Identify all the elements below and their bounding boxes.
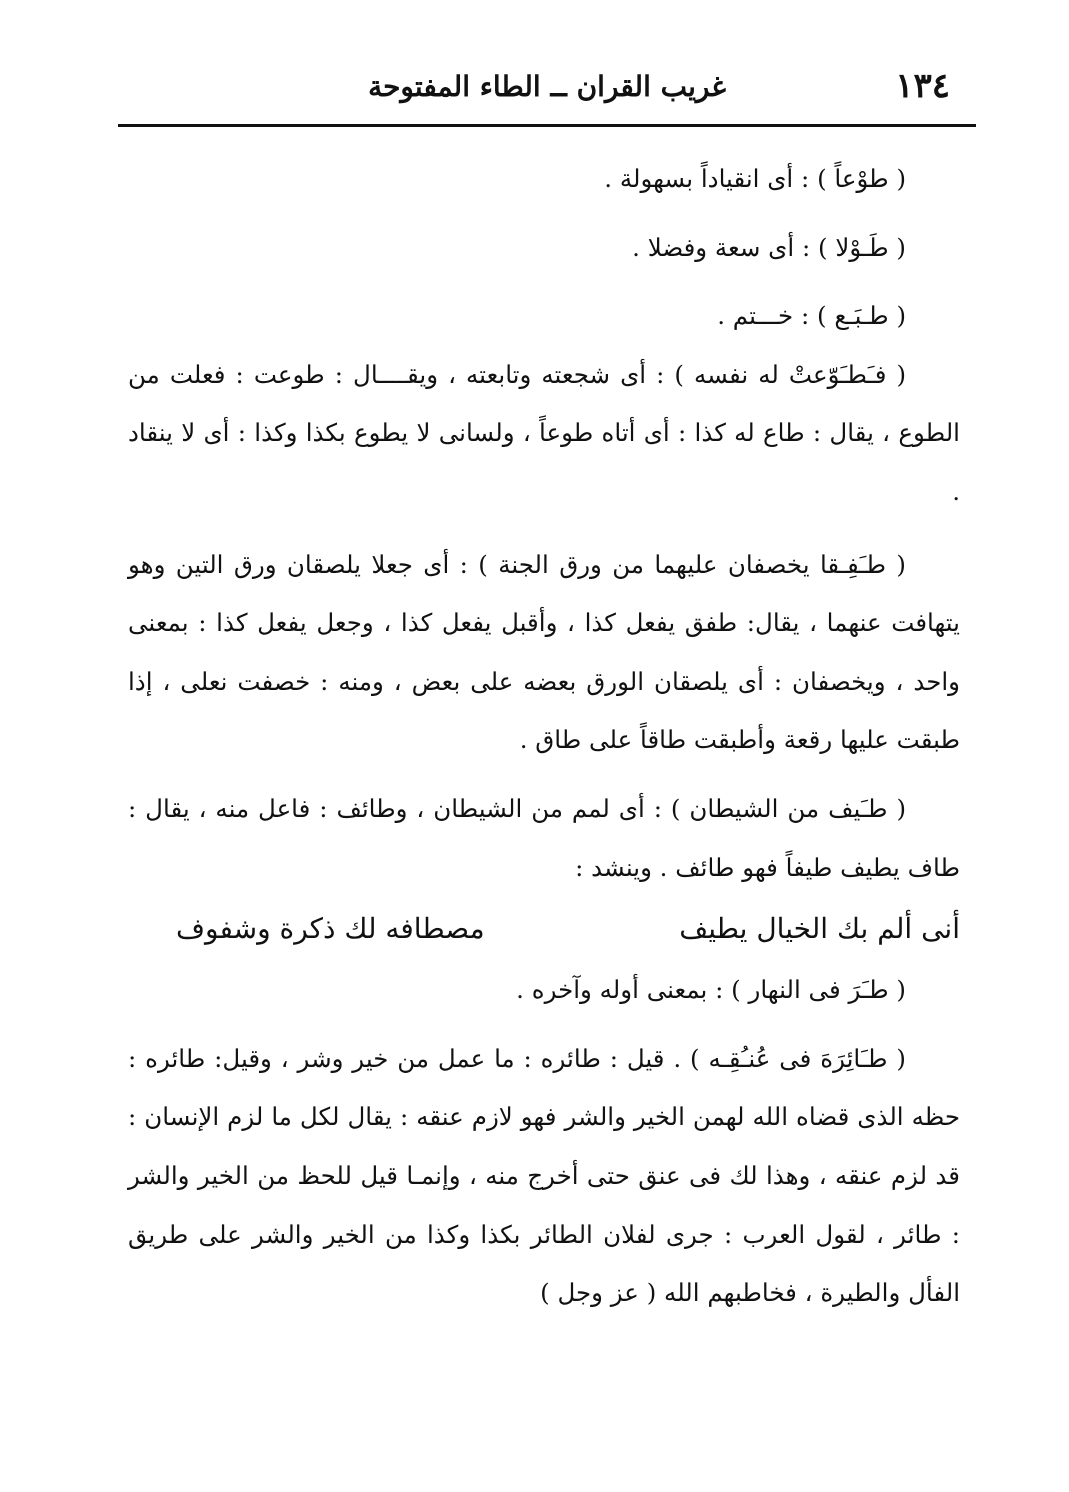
entry-tarafay-al-nahar: ( طـَرَ فى النهار ) : بمعنى أوله وآخره . (516, 975, 906, 1005)
poetry-verse (128, 897, 960, 961)
header-rule (118, 124, 976, 127)
entry-taw-an: ( طوْعاً ) : أى انقياداً بسهولة . (604, 164, 906, 193)
running-title: غريب القران ــ الطاء المفتوحة (368, 70, 726, 103)
verse-first-hemistich: أنى ألم بك الخيال يطيف (679, 912, 960, 946)
entry-taba-a: ( طـبَـع ) : خـــتم . (717, 301, 906, 331)
verse-second-hemistich: مصطافه لك ذكرة وشفوف (176, 912, 485, 946)
entry-tafiqa: ( طـَفِـقا يخصفان عليهما من ورق الجنة ) : أى جعلا يلصقان ورق التين وهو يتهافت عنهما ، يقال: طفق يفعل كذا ، وأقبل يفعل كذا ، وجعل يفعل كذا : بمعنى واحد ، ويخصفان : أى يلصقان الورق بعضه على بعض ، ومنه : خصفت نعلى ، إذا طبقت عليها رقعة وأطبقت طاقاً على طاق . (128, 549, 960, 755)
page-header (118, 60, 976, 126)
page-number: ١٣٤ (895, 66, 950, 106)
entry-tayf: ( طـَيف من الشيطان ) : أى لمم من الشيطان ، وطائف : فاعل منه ، يقال : طاف يطيف طيفاً فهو طائف . وينشد : (128, 793, 960, 882)
page-body (128, 150, 960, 1323)
entry-ta-irahu: ( طـَائِرَهَ فى عُنـُقِـه ) . قيل : طائره : ما عمل من خير وشر ، وقيل: طائره : حظه الذى قضاه الله لهمن الخير والشر فهو لازم عنقه : يقال لكل ما لزم الإنسان : قد لزم عنقه ، وهذا لك فى عنق حتى أخرج منه ، وإنمـا قيل للحظ من الخير والشر : طائر ، لقول العرب : جرى لفلان الطائر بكذا وكذا من الخير والشر على طريق الفأل والطيرة ، فخاطبهم الله ( عز وجل ) (128, 1043, 960, 1308)
entry-fatawwa-at: ( فـَطـَوّعتْ له نفسه ) : أى شجعته وتابعته ، ويقــــال : طوعت : فعلت من الطوع ، يقال : طاع له كذا : أى أتاه طوعاً ، ولسانى لا يطوع بكذا وكذا : أى لا ينقاد . (128, 359, 960, 506)
entry-tawlan: ( طَـوْلا ) : أى سعة وفضلا . (632, 232, 906, 262)
